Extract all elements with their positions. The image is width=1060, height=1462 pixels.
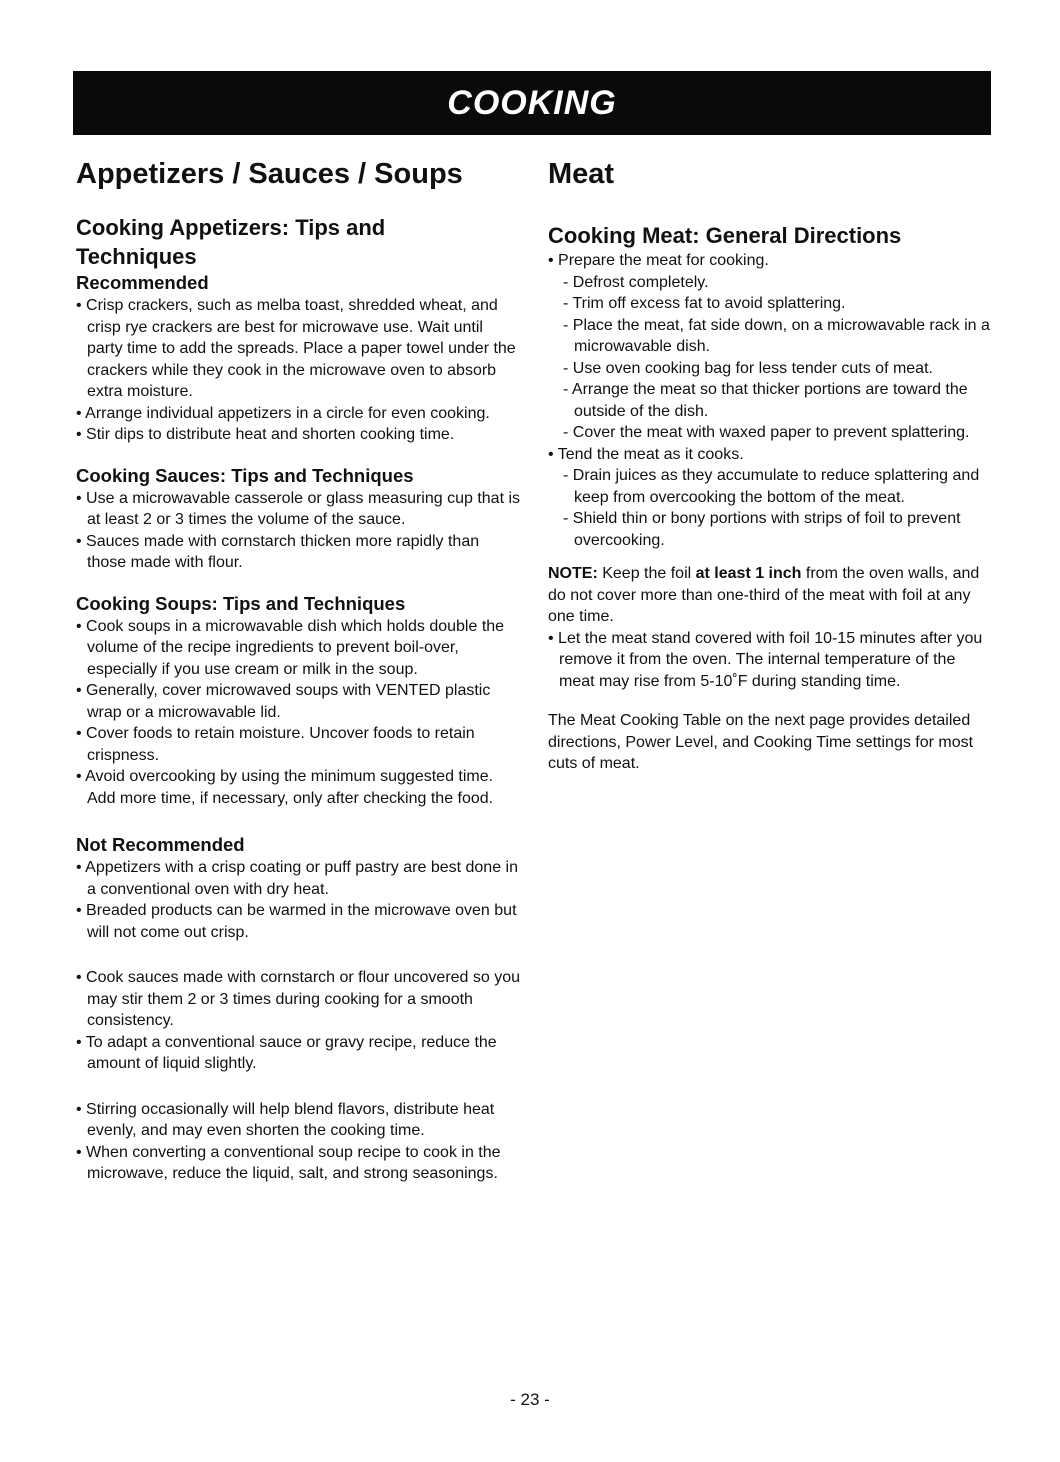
recommended-label: Recommended	[76, 272, 209, 293]
list-item: • Let the meat stand covered with foil 10-15 minutes after you remove it from the oven. The internal temperature of the meat may rise from 5-10˚F during standing time.	[548, 629, 983, 690]
list-item: • Cook sauces made with cornstarch or flour uncovered so you may stir them 2 or 3 times during cooking for a smooth consistency.	[76, 969, 521, 1029]
appetizers-heading: Cooking Appetizers: Tips and Techniques	[76, 215, 386, 269]
list-subitem: - Defrost completely.	[563, 273, 709, 291]
list-item: • Avoid overcooking by using the minimum suggested time. Add more time, if necessary, only after checking the food.	[76, 768, 494, 807]
list-item: • To adapt a conventional sauce or gravy recipe, reduce the amount of liquid slightly.	[76, 1033, 497, 1072]
soups-heading: Cooking Soups: Tips and Techniques	[76, 592, 406, 614]
list-item: • Crisp crackers, such as melba toast, shredded wheat, and crisp rye crackers are best for microwave use. Wait until party time to add the spreads. Place a paper towel under the crackers while they cook in the microwave oven to absorb extra moisture.	[76, 297, 516, 400]
page-number: - 23 -	[510, 1390, 550, 1409]
list-subitem: - Place the meat, fat side down, on a microwavable rack in a microwavable dish.	[563, 316, 990, 355]
list-subitem: - Arrange the meat so that thicker portions are toward the outside of the dish.	[563, 381, 968, 420]
section-title-meat: Meat	[548, 158, 615, 190]
note-text: Keep the foil	[597, 565, 696, 582]
section-title-appetizers: Appetizers / Sauces / Soups	[76, 158, 463, 190]
list-subitem: - Drain juices as they accumulate to reduce splattering and keep from overcooking the bottom of the meat.	[563, 467, 980, 506]
list-subitem: - Cover the meat with waxed paper to prevent splattering.	[563, 424, 970, 441]
note-label: NOTE:	[548, 565, 598, 582]
list-subitem: - Use oven cooking bag for less tender cuts of meat.	[563, 359, 933, 377]
left-column	[76, 150, 521, 1185]
note-text: from the oven walls, and do not cover more than one-third of the meat with foil at any one time.	[548, 565, 980, 625]
list-item: • Stirring occasionally will help blend flavors, distribute heat evenly, and may even shorten the cooking time.	[76, 1100, 495, 1139]
sauces-heading: Cooking Sauces: Tips and Techniques	[76, 464, 414, 486]
list-item: • Appetizers with a crisp coating or puff pastry are best done in a conventional oven with dry heat.	[76, 859, 518, 898]
list-item: • Prepare the meat for cooking.	[548, 252, 769, 269]
list-item: • Cover foods to retain moisture. Uncover foods to retain crispness.	[76, 725, 475, 764]
list-item: • Generally, cover microwaved soups with VENTED plastic wrap or a microwavable lid.	[76, 682, 491, 721]
list-item: • When converting a conventional soup recipe to cook in the microwave, reduce the liquid, salt, and strong seasonings.	[76, 1143, 501, 1182]
list-item: • Tend the meat as it cooks.	[548, 445, 744, 463]
list-subitem: - Shield thin or bony portions with strips of foil to prevent overcooking.	[563, 510, 961, 549]
note-paragraph	[548, 563, 993, 628]
list-item: • Sauces made with cornstarch thicken more rapidly than those made with flour.	[76, 532, 480, 571]
closing-paragraph: The Meat Cooking Table on the next page provides detailed directions, Power Level, and Cooking Time settings for most cuts of meat.	[548, 712, 974, 772]
right-column	[548, 150, 993, 775]
list-item: • Cook soups in a microwavable dish which holds double the volume of the recipe ingredients to prevent boil-over, especially if you use cream or milk in the soup.	[76, 617, 505, 678]
list-item: • Stir dips to distribute heat and shorten cooking time.	[76, 426, 455, 443]
banner-title: COOKING	[447, 83, 617, 122]
not-recommended-heading: Not Recommended	[76, 834, 245, 855]
meat-directions-heading: Cooking Meat: General Directions	[548, 223, 902, 248]
list-item: • Use a microwavable casserole or glass measuring cup that is at least 2 or 3 times the volume of the sauce.	[76, 489, 521, 528]
list-item: • Arrange individual appetizers in a circle for even cooking.	[76, 404, 490, 422]
note-emphasis: at least 1 inch	[695, 565, 802, 582]
list-item: • Breaded products can be warmed in the microwave oven but will not come out crisp.	[76, 902, 517, 941]
list-subitem: - Trim off excess fat to avoid splattering.	[563, 295, 846, 312]
header-banner	[73, 71, 991, 135]
